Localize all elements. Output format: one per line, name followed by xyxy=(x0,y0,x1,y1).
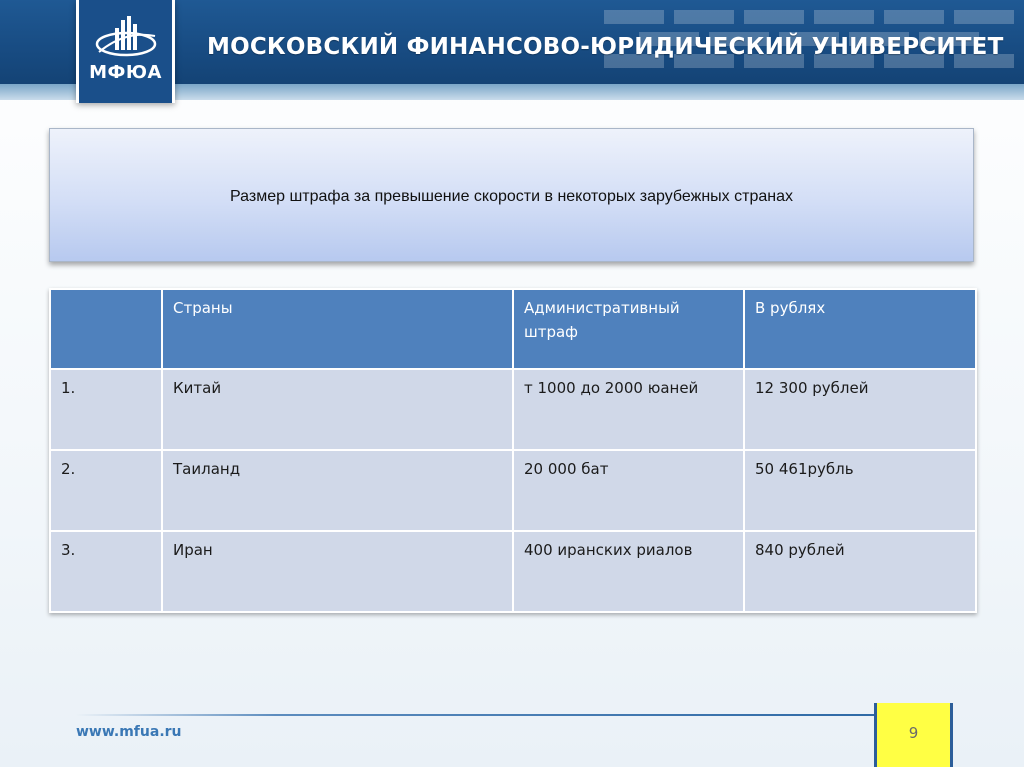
row-number: 1. xyxy=(50,369,162,450)
table-row xyxy=(50,369,976,450)
fines-table xyxy=(49,288,977,613)
table-row xyxy=(50,450,976,531)
country-cell: Китай xyxy=(162,369,513,450)
rubles-cell: 50 461рубль xyxy=(744,450,976,531)
page-number: 9 xyxy=(908,724,919,742)
header-cell-rubles: В рублях xyxy=(744,289,976,369)
university-name: МОСКОВСКИЙ ФИНАНСОВО-ЮРИДИЧЕСКИЙ УНИВЕРСИТЕТ xyxy=(207,34,1004,60)
slide-title: Размер штрафа за превышение скорости в некоторых зарубежных странах xyxy=(230,188,793,205)
fine-cell: 400 иранских риалов xyxy=(513,531,744,612)
page-number-box xyxy=(874,703,953,767)
header-cell-number xyxy=(50,289,162,369)
row-number: 2. xyxy=(50,450,162,531)
row-number: 3. xyxy=(50,531,162,612)
rubles-cell: 12 300 рублей xyxy=(744,369,976,450)
website-link[interactable]: www.mfua.ru xyxy=(76,724,182,740)
fine-cell: т 1000 до 2000 юаней xyxy=(513,369,744,450)
slide-title-box xyxy=(49,128,974,262)
header-cell-fine: Административный штраф xyxy=(513,289,744,369)
table-header-row xyxy=(50,289,976,369)
country-cell: Таиланд xyxy=(162,450,513,531)
header-cell-countries: Страны xyxy=(162,289,513,369)
logo-text: МФЮА xyxy=(89,62,162,83)
fine-cell: 20 000 бат xyxy=(513,450,744,531)
country-cell: Иран xyxy=(162,531,513,612)
logo-emblem-icon xyxy=(93,14,159,62)
rubles-cell: 840 рублей xyxy=(744,531,976,612)
table-row xyxy=(50,531,976,612)
footer-divider xyxy=(76,714,876,716)
university-logo[interactable] xyxy=(76,0,175,103)
